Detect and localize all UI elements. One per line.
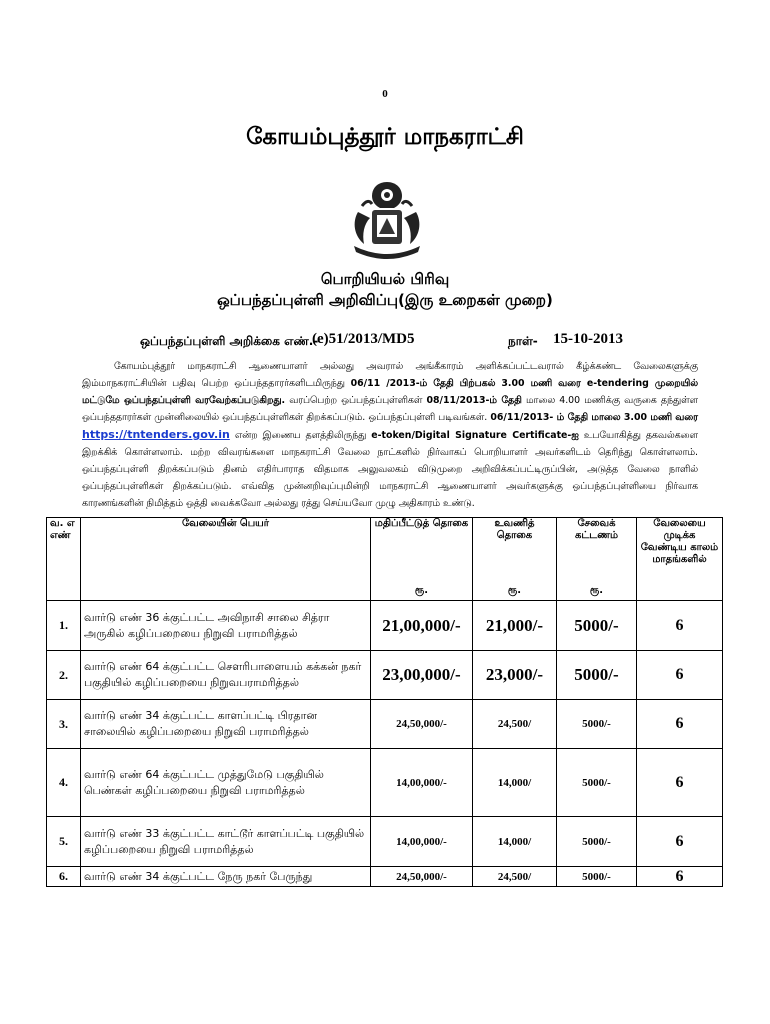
row-serial: 6. xyxy=(47,867,81,887)
row-estimate: 23,00,000/- xyxy=(371,651,473,700)
row-deposit: 24,500/ xyxy=(473,867,557,887)
header-service-fee: சேவைக் கட்டணம் ரூ. xyxy=(557,518,637,601)
row-deposit: 24,500/ xyxy=(473,700,557,749)
table-row xyxy=(47,749,723,817)
row-period: 6 xyxy=(637,700,723,749)
body-text-2: வரப்பெற்ற ஒப்பந்தப்புள்ளிகள் xyxy=(289,395,423,406)
page-number: 0 xyxy=(382,88,388,100)
row-work-name: வார்டு எண் 36 க்குட்பட்ட அவிநாசி சாலை சித்ரா அருகில் கழிப்பறையை நிறுவி பராமரித்தல் xyxy=(81,601,371,651)
row-period: 6 xyxy=(637,601,723,651)
rupee-unit: ரூ. xyxy=(507,585,522,596)
row-serial: 3. xyxy=(47,700,81,749)
row-work-name: வார்டு எண் 34 க்குட்பட்ட நேரு நகர் பேருந்து xyxy=(81,867,371,887)
body-text-1: கோயம்புத்தூர் மாநகராட்சி ஆணையாளர் அல்லது அவரால் அங்கீகாரம் அளிக்கப்பட்டவரால் கீழ்க்கண்ட வேலைகளுக்கு இம்மாநகராட்சியின் பதிவு பெற்ற ஒப்பந்ததாரர்களிடமிருந்து xyxy=(82,361,698,389)
reference-number: (e)51/2013/MD5 xyxy=(312,331,415,347)
body-text-5: உபயோகித்து தகவல்களை இறக்கிக் கொள்ளலாம். மற்ற விவரங்களை மாநகராட்சி வேலை நாட்களில் நிர்வாகப் பொறியாளர் அவர்களிடம் தெரிந்து கொள்ளலாம். ஒப்பந்தப்புள்ளி திறக்கப்படும் தினம் எதிர்பாராத விதமாக அலுவலகம் விடுமுறை அறிவிக்கப்பட்டிருப்பின், அடுத்த வேலை நாளில் ஒப்பந்தப்புள்ளிகள் திறக்கப்படும். எவ்வித முன்னறிவுப்புமின்றி மாநகராட்சி ஆணையாளர் அவர்களுக்கு ஒப்பந்தப்புள்ளியை நிர்வாக காரணங்களின் நிமித்தம் ஒத்தி வைக்கவோ அல்லது ரத்து செய்யவோ முழு அதிகாரம் உண்டு. xyxy=(82,430,699,509)
row-work-name: வார்டு எண் 64 க்குட்பட்ட சௌரிபாளையம் கக்கன் நகர் பகுதியில் கழிப்பறையை நிறுவபராமரித்தல் xyxy=(81,651,371,700)
body-bold-3: 06/11/2013- ம் தேதி மாலை 3.00 மணி வரை xyxy=(490,412,698,423)
tender-website-link[interactable]: https://tntenders.gov.in xyxy=(82,428,230,441)
row-deposit: 14,000/ xyxy=(473,817,557,867)
body-bold-2: 08/11/2013-ம் தேதி xyxy=(426,395,522,406)
notice-title: ஒப்பந்தப்புள்ளி அறிவிப்பு(இரு உறைகள் முறை) xyxy=(217,291,553,309)
corporation-emblem-icon xyxy=(348,178,426,264)
row-service-fee: 5000/- xyxy=(557,601,637,651)
body-bold-1: 06/11 /2013-ம் தேதி பிற்பகல் 3.00 மணி வரை e-tendering முறையில் மட்டுமே ஒப்பந்தப்புள்ளி வரவேற்கப்படுகிறது. xyxy=(82,378,698,406)
date-label: நாள்- xyxy=(508,334,538,348)
row-estimate: 24,50,000/- xyxy=(371,700,473,749)
row-service-fee: 5000/- xyxy=(557,817,637,867)
header-serial: வ. எ எண் xyxy=(47,518,81,601)
header-work-name: வேலையின் பெயர் xyxy=(81,518,371,601)
row-estimate: 24,50,000/- xyxy=(371,867,473,887)
row-work-name: வார்டு எண் 33 க்குட்பட்ட காட்டூர் காளப்பட்டி பகுதியில் கழிப்பறையை நிறுவி பராமரித்தல் xyxy=(81,817,371,867)
rupee-unit: ரூ. xyxy=(414,585,429,596)
body-text-3: மாலை 4.00 மணிக்கு வருகை தந்துள்ள ஒப்பந்ததாரர்கள் முன்னிலையில் ஒப்பந்தப்புள்ளிகள் திறக்கப்படும். ஒப்பந்தப்புள்ளி படிவங்கள். xyxy=(82,395,699,423)
body-bold-4: e-token/Digital Signature Certificate-ஐ xyxy=(371,430,579,441)
table-row xyxy=(47,601,723,651)
row-work-name: வார்டு எண் 34 க்குட்பட்ட காளப்பட்டி பிரதான சாலையில் கழிப்பறையை நிறுவி பராமரித்தல் xyxy=(81,700,371,749)
rupee-unit: ரூ. xyxy=(589,585,604,596)
row-serial: 1. xyxy=(47,601,81,651)
header-deposit: உவணித் தொகை ரூ. xyxy=(473,518,557,601)
department-name: பொறியியல் பிரிவு xyxy=(320,270,450,288)
row-estimate: 14,00,000/- xyxy=(371,749,473,817)
row-service-fee: 5000/- xyxy=(557,651,637,700)
row-service-fee: 5000/- xyxy=(557,749,637,817)
row-service-fee: 5000/- xyxy=(557,700,637,749)
organization-title: கோயம்புத்தூர் மாநகராட்சி xyxy=(246,124,524,150)
table-row xyxy=(47,651,723,700)
row-deposit: 23,000/- xyxy=(473,651,557,700)
row-service-fee: 5000/- xyxy=(557,867,637,887)
row-serial: 4. xyxy=(47,749,81,817)
reference-row xyxy=(140,331,640,351)
row-estimate: 21,00,000/- xyxy=(371,601,473,651)
header-period: வேலையை முடிக்க வேண்டிய காலம் மாதங்களில் xyxy=(637,518,723,601)
table-header-row xyxy=(47,518,723,601)
table-row xyxy=(47,867,723,887)
works-table xyxy=(46,517,723,887)
row-work-name: வார்டு எண் 64 க்குட்பட்ட முத்துமேடு பகுதியில் பெண்கள் கழிப்பறையை நிறுவி பராமரித்தல் xyxy=(81,749,371,817)
header-estimate: மதிப்பீட்டுத் தொகை ரூ. xyxy=(371,518,473,601)
row-serial: 2. xyxy=(47,651,81,700)
table-row xyxy=(47,700,723,749)
row-period: 6 xyxy=(637,867,723,887)
notice-date: 15-10-2013 xyxy=(553,331,623,347)
row-estimate: 14,00,000/- xyxy=(371,817,473,867)
row-deposit: 14,000/ xyxy=(473,749,557,817)
notice-body xyxy=(82,358,698,512)
row-period: 6 xyxy=(637,749,723,817)
row-period: 6 xyxy=(637,817,723,867)
row-serial: 5. xyxy=(47,817,81,867)
row-deposit: 21,000/- xyxy=(473,601,557,651)
body-text-4: என்ற இணைய தளத்திலிருந்து xyxy=(234,430,367,441)
row-period: 6 xyxy=(637,651,723,700)
table-row xyxy=(47,817,723,867)
reference-label: ஒப்பந்தப்புள்ளி அறிக்கை எண்.- xyxy=(140,334,319,348)
